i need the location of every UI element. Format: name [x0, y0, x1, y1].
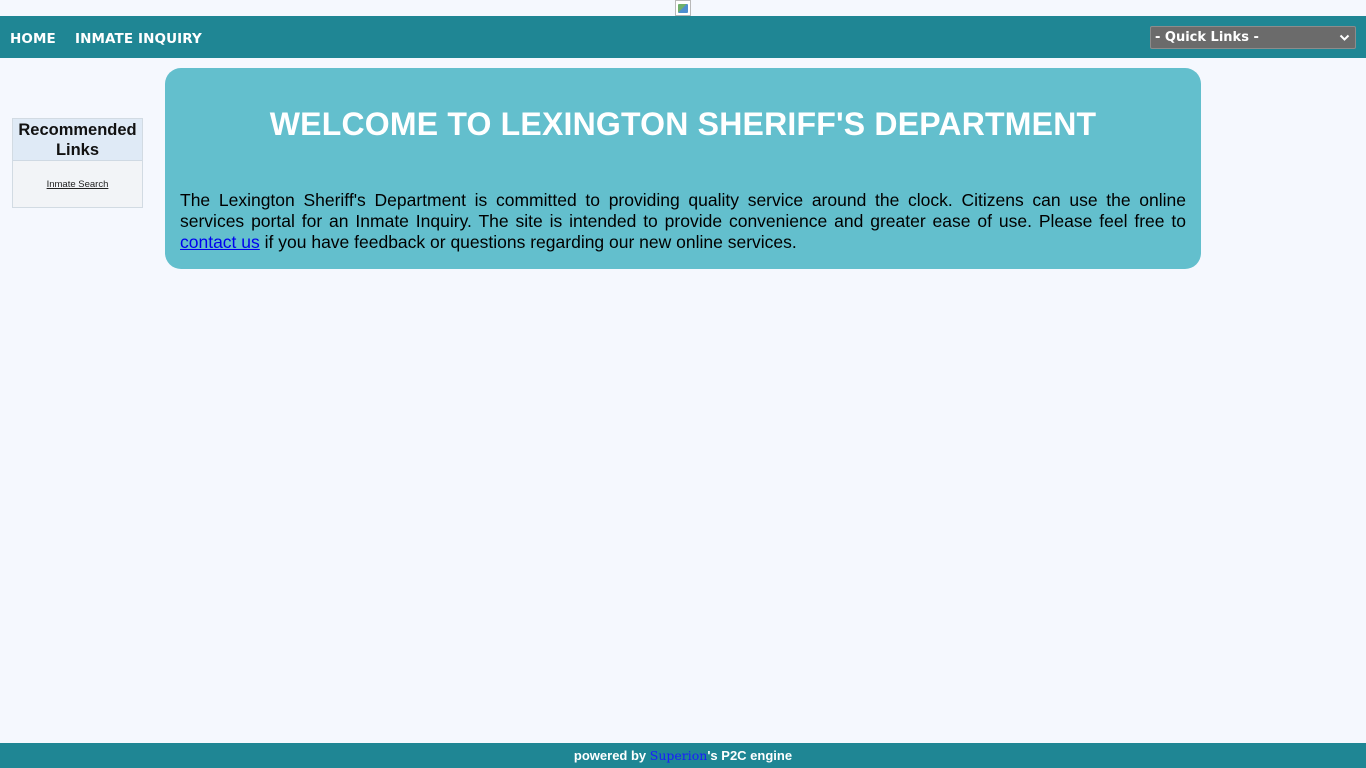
inmate-search-link[interactable]: Inmate Search	[46, 179, 109, 190]
contact-us-link[interactable]: contact us	[180, 232, 260, 252]
welcome-panel	[165, 68, 1201, 269]
footer-suffix: 's P2C engine	[707, 748, 793, 763]
top-navigation-bar	[0, 16, 1366, 58]
footer-prefix: powered by	[573, 748, 650, 763]
intro-text-after-link: if you have feedback or questions regarding our new online services.	[259, 232, 797, 252]
welcome-intro-text	[180, 190, 1186, 253]
quick-links-selected-value: - Quick Links -	[1155, 30, 1259, 45]
welcome-title: WELCOME TO LEXINGTON SHERIFF'S DEPARTMENT	[269, 106, 1097, 142]
footer	[0, 743, 1366, 768]
footer-brand-link[interactable]: Superion	[649, 748, 708, 763]
recommended-links-box	[12, 118, 143, 208]
broken-image-icon	[678, 4, 688, 13]
chevron-down-icon	[1339, 32, 1350, 43]
broken-header-image	[675, 0, 691, 16]
recommended-links-title: Recommended Links	[13, 119, 142, 161]
quick-links-select[interactable]	[1150, 26, 1356, 49]
nav-inmate-inquiry-link[interactable]: INMATE INQUIRY	[75, 31, 202, 47]
intro-text-before-link: The Lexington Sheriff's Department is committed to providing quality service around the clock. Citizens can use the online services portal for an Inmate Inquiry. The site is intended to provide convenience and greater ease of use. Please feel free to	[180, 190, 1186, 231]
nav-home-link[interactable]: HOME	[10, 31, 56, 47]
